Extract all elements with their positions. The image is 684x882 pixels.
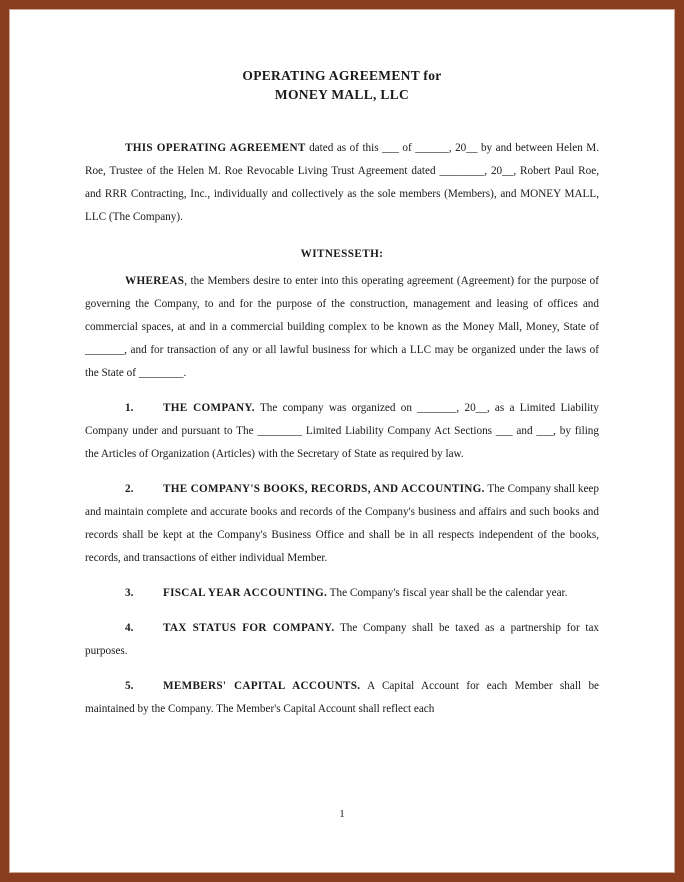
- page-number: 1: [339, 808, 345, 820]
- section-heading: FISCAL YEAR ACCOUNTING.: [163, 587, 328, 599]
- section-number: 3.: [125, 587, 134, 599]
- section-2: [85, 478, 599, 570]
- witnesseth-heading: WITNESSETH:: [300, 248, 384, 260]
- section-paragraph: [85, 675, 599, 721]
- section-4: [85, 617, 599, 663]
- section-heading: MEMBERS' CAPITAL ACCOUNTS.: [163, 680, 361, 692]
- section-5: [85, 675, 599, 721]
- whereas-text: , the Members desire to enter into this operating agreement (Agreement) for the purpose of governing the Company, to and for the purpose of the construction, management and leasing of offices and commercial spaces, at and in a commercial building complex to be known as the Money Mall, Money, State of _______, and for transaction of any or all lawful business for which a LLC may be organized under the laws of the State of ________.: [85, 275, 599, 379]
- section-heading: THE COMPANY'S BOOKS, RECORDS, AND ACCOUNTING.: [163, 483, 485, 495]
- section-text: The Company shall be taxed as a partnership for tax purposes.: [85, 622, 599, 657]
- section-3: [85, 582, 599, 605]
- intro-lead: THIS OPERATING AGREEMENT: [125, 142, 306, 154]
- section-number: 1.: [125, 402, 134, 414]
- section-text: A Capital Account for each Member shall be maintained by the Company. The Member's Capital Account shall reflect each: [85, 680, 600, 715]
- section-number: 5.: [125, 680, 134, 692]
- section-heading: TAX STATUS FOR COMPANY.: [163, 622, 335, 634]
- document-title-line1: OPERATING AGREEMENT for: [242, 68, 442, 83]
- document-page: [85, 66, 599, 721]
- section-heading: THE COMPANY.: [163, 402, 255, 414]
- section-text: The Company shall keep and maintain complete and accurate books and records of the Company's business and affairs and such books and records shall be kept at the Company's Business Office and shall be in all respects independent of the books, records, and transactions of either individual Member.: [85, 483, 599, 564]
- section-text: The Company's fiscal year shall be the calendar year.: [327, 587, 568, 599]
- section-paragraph: [85, 478, 599, 570]
- intro-paragraph: [85, 137, 599, 229]
- section-paragraph: [85, 397, 599, 466]
- section-text: The company was organized on _______, 20__, as a Limited Liability Company under and pursuant to The ________ Limited Liability Company Act Sections ___ and ___, by filing the Articles of Organization (Articles) with the Secretary of State as required by law.: [85, 402, 599, 460]
- section-paragraph: [85, 582, 599, 605]
- section-number: 4.: [125, 622, 134, 634]
- title-block: [85, 66, 599, 104]
- intro-text: dated as of this ___ of ______, 20__ by and between Helen M. Roe, Trustee of the Helen M. Roe Revocable Living Trust Agreement dated ________, 20__, Robert Paul Roe, and RRR Contracting, Inc., individually and collectively as the sole members (Members), and MONEY MALL, LLC (The Company).: [85, 142, 599, 223]
- document-title-line2: MONEY MALL, LLC: [274, 87, 410, 102]
- section-paragraph: [85, 617, 599, 663]
- whereas-lead: WHEREAS: [125, 275, 185, 287]
- section-number: 2.: [125, 483, 134, 495]
- section-1: [85, 397, 599, 466]
- whereas-paragraph: [85, 270, 599, 385]
